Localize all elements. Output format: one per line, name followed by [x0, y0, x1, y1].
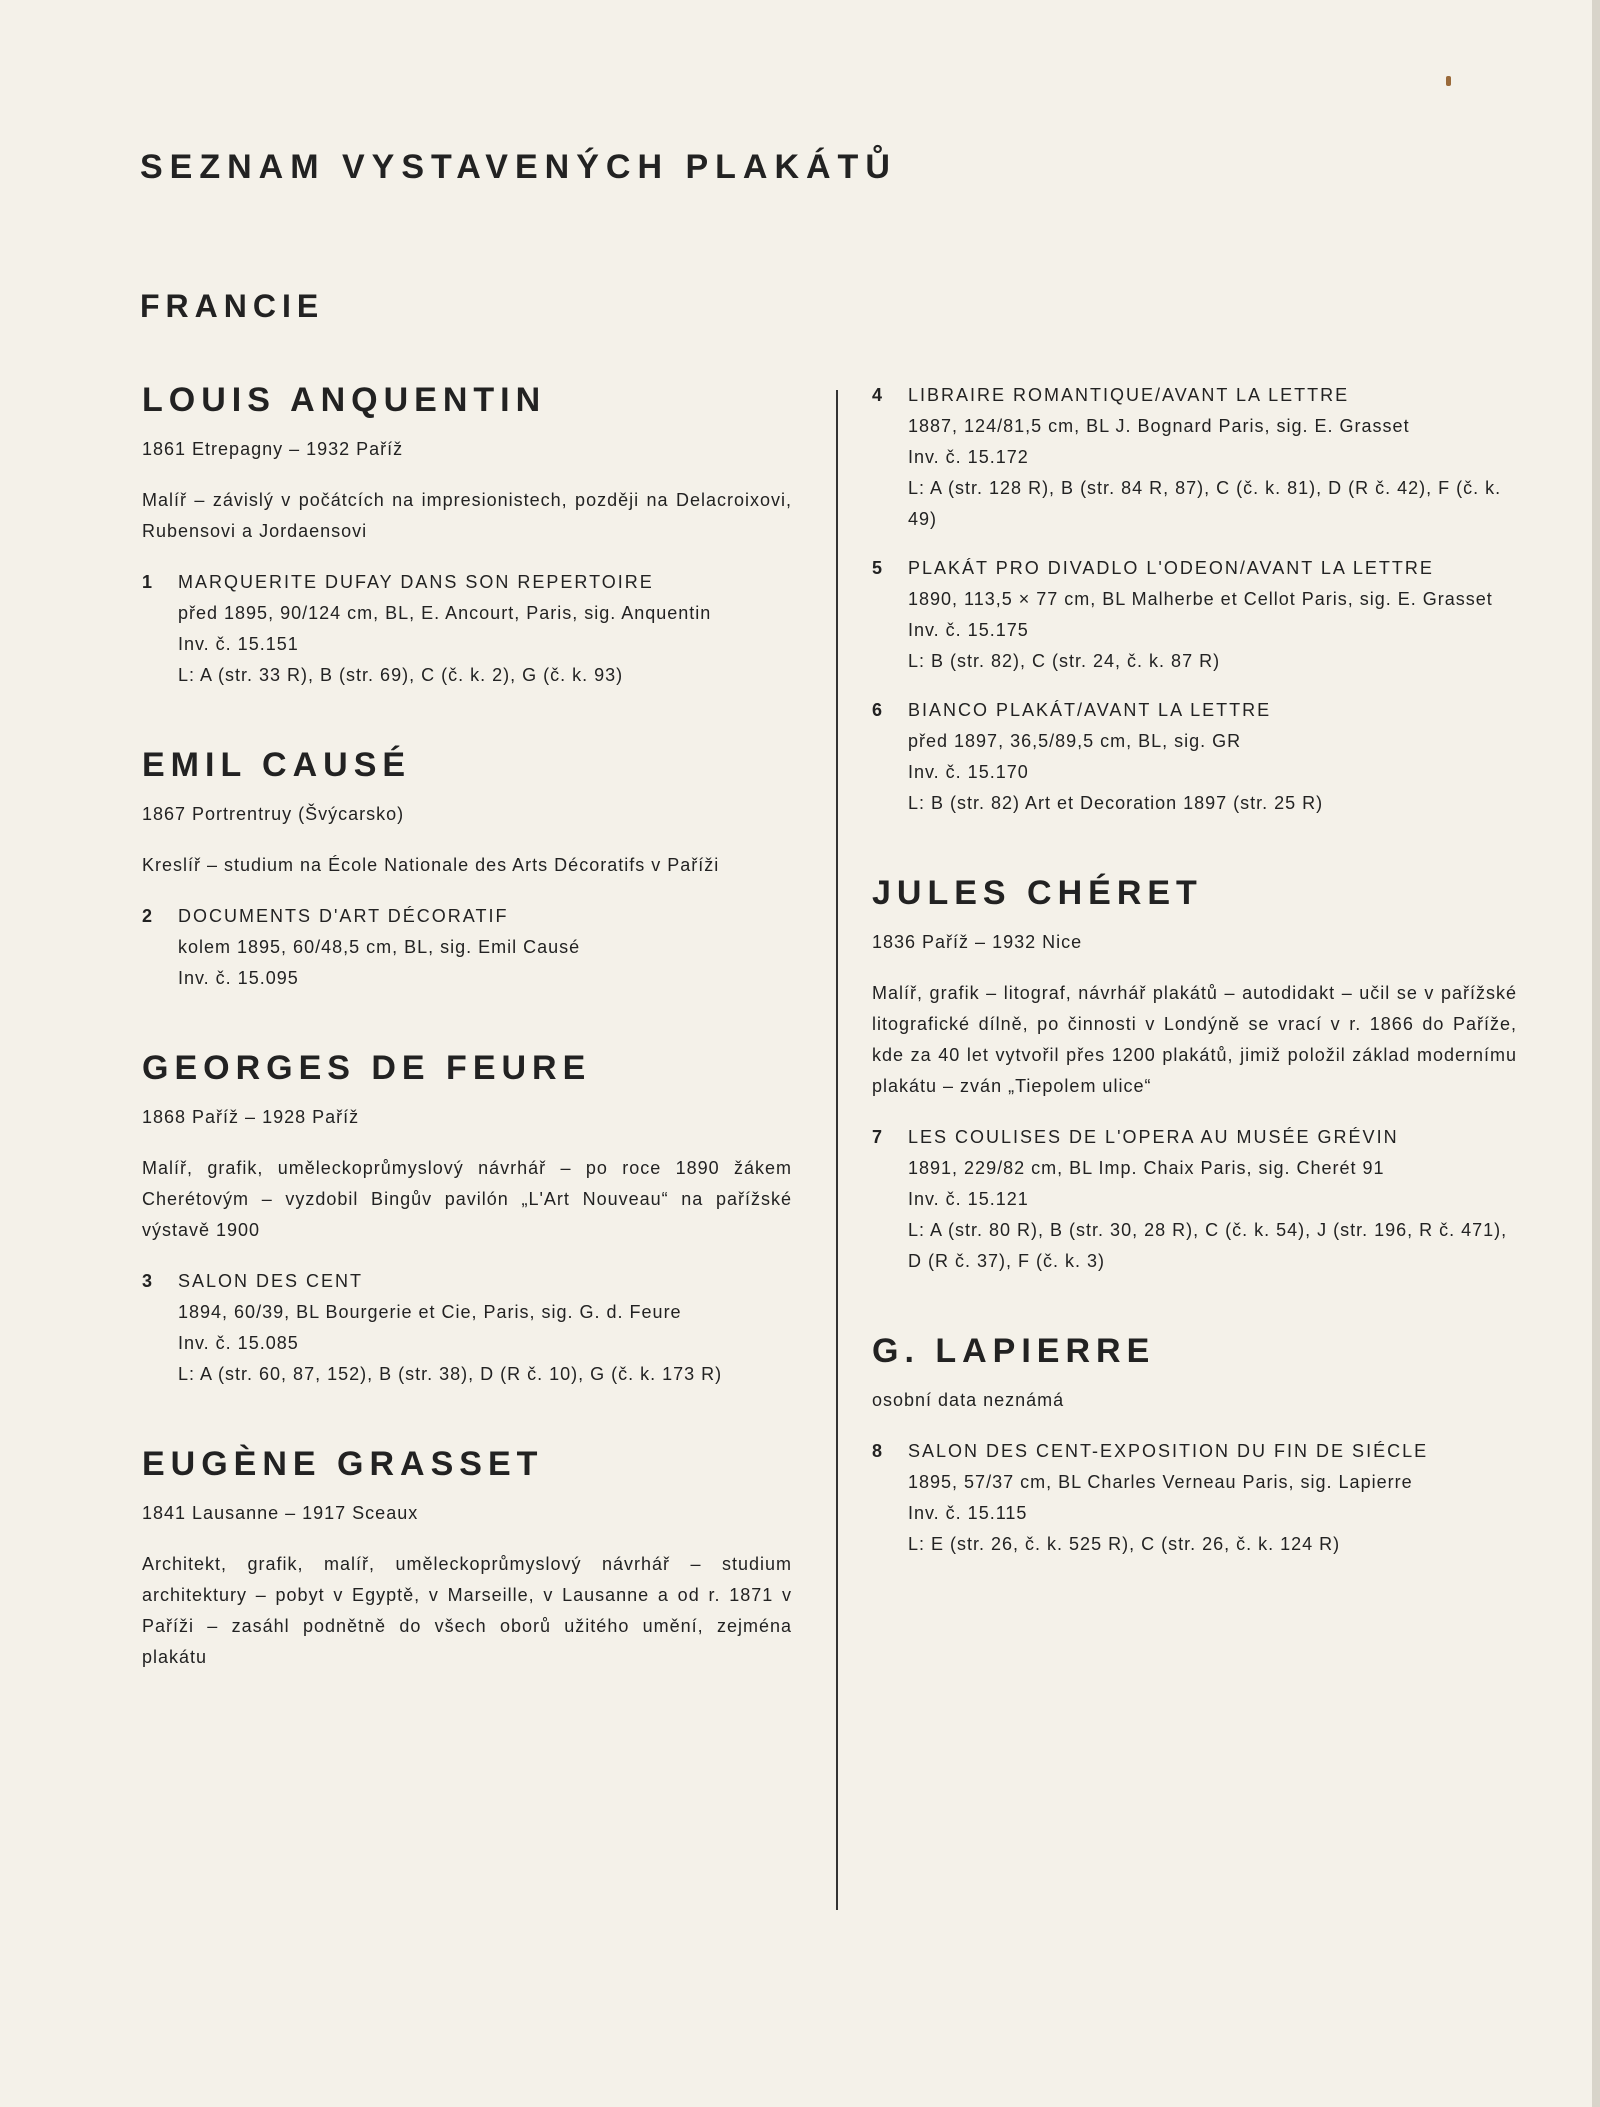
poster-detail: Inv. č. 15.085 — [178, 1333, 299, 1353]
poster-item — [142, 1266, 792, 1390]
artist-name: EUGÈNE GRASSET — [142, 1445, 544, 1483]
artist-entry — [142, 745, 792, 994]
poster-number: 4 — [872, 385, 884, 405]
poster-title: SALON DES CENT — [178, 1271, 364, 1291]
poster-detail: Inv. č. 15.170 — [908, 762, 1029, 782]
poster-detail: L: E (str. 26, č. k. 525 R), C (str. 26, č. k. 124 R) — [908, 1534, 1341, 1554]
poster-number: 3 — [142, 1271, 154, 1291]
poster-detail: L: A (str. 33 R), B (str. 69), C (č. k. 2), G (č. k. 93) — [178, 665, 624, 685]
artist-name: GEORGES DE FEURE — [142, 1049, 592, 1087]
poster-number: 5 — [872, 558, 884, 578]
artist-name: EMIL CAUSÉ — [142, 746, 412, 784]
poster-title: LIBRAIRE ROMANTIQUE/AVANT LA LETTRE — [908, 385, 1350, 405]
poster-title: PLAKÁT PRO DIVADLO L'ODEON/AVANT LA LETTRE — [908, 558, 1434, 578]
poster-detail: Inv. č. 15.095 — [178, 968, 299, 988]
poster-heading — [142, 1266, 792, 1297]
poster-item — [872, 1122, 1517, 1277]
section-heading-country: FRANCIE — [140, 288, 325, 324]
poster-detail: Inv. č. 15.115 — [908, 1503, 1028, 1523]
poster-detail: 1890, 113,5 × 77 cm, BL Malherbe et Cellot Paris, sig. E. Grasset — [908, 589, 1493, 609]
artist-dates: 1867 Portrentruy (Švýcarsko) — [142, 804, 405, 824]
poster-heading — [142, 567, 792, 598]
artist-entry — [872, 1331, 1517, 1560]
page-title: SEZNAM VYSTAVENÝCH PLAKÁTŮ — [140, 148, 897, 186]
poster-number: 8 — [872, 1441, 884, 1461]
artist-dates: osobní data neznámá — [872, 1390, 1065, 1410]
column-divider — [836, 390, 838, 1910]
poster-detail: Inv. č. 15.151 — [178, 634, 299, 654]
poster-number: 2 — [142, 906, 154, 926]
poster-detail: 1894, 60/39, BL Bourgerie et Cie, Paris, sig. G. d. Feure — [178, 1302, 682, 1322]
poster-detail: L: B (str. 82) Art et Decoration 1897 (str. 25 R) — [908, 793, 1324, 813]
poster-item — [872, 1436, 1517, 1560]
poster-item — [872, 380, 1517, 535]
poster-detail: 1895, 57/37 cm, BL Charles Verneau Paris, sig. Lapierre — [908, 1472, 1413, 1492]
poster-heading — [872, 695, 1517, 726]
poster-number: 1 — [142, 572, 154, 592]
right-column — [872, 380, 1517, 1614]
artist-name: G. LAPIERRE — [872, 1332, 1156, 1370]
artist-entry — [142, 1048, 792, 1390]
artist-dates: 1868 Paříž – 1928 Paříž — [142, 1107, 360, 1127]
poster-heading — [872, 1436, 1517, 1467]
poster-detail: před 1897, 36,5/89,5 cm, BL, sig. GR — [908, 731, 1242, 751]
artist-entry — [142, 1444, 792, 1673]
poster-title: SALON DES CENT-EXPOSITION DU FIN DE SIÉCLE — [908, 1441, 1429, 1461]
poster-detail: 1891, 229/82 cm, BL Imp. Chaix Paris, sig. Cherét 91 — [908, 1158, 1385, 1178]
poster-detail: L: B (str. 82), C (str. 24, č. k. 87 R) — [908, 651, 1221, 671]
poster-title: BIANCO PLAKÁT/AVANT LA LETTRE — [908, 700, 1272, 720]
poster-number: 6 — [872, 700, 884, 720]
poster-heading — [142, 901, 792, 932]
artist-bio: Malíř, grafik, uměleckoprůmyslový návrhář – po roce 1890 žákem Cherétovým – vyzdobil Bingův pavilón „L'Art Nouveau“ na pařížské výstavě 1900 — [142, 1158, 792, 1240]
artist-bio: Malíř – závislý v počátcích na impresionistech, později na Delacroixovi, Rubensovi a Jordaensovi — [142, 490, 792, 541]
ink-mark — [1446, 76, 1451, 86]
poster-detail: Inv. č. 15.172 — [908, 447, 1029, 467]
page-edge — [1592, 0, 1600, 2107]
poster-detail: kolem 1895, 60/48,5 cm, BL, sig. Emil Causé — [178, 937, 581, 957]
poster-number: 7 — [872, 1127, 884, 1147]
poster-heading — [872, 380, 1517, 411]
poster-detail: L: A (str. 80 R), B (str. 30, 28 R), C (č. k. 54), J (str. 196, R č. 471), D (R č. 37), F (č. k. 3) — [908, 1220, 1508, 1271]
poster-detail: před 1895, 90/124 cm, BL, E. Ancourt, Paris, sig. Anquentin — [178, 603, 712, 623]
artist-dates: 1861 Etrepagny – 1932 Paříž — [142, 439, 404, 459]
left-column — [142, 380, 792, 1727]
poster-item — [142, 901, 792, 994]
poster-item — [142, 567, 792, 691]
poster-title: MARQUERITE DUFAY DANS SON REPERTOIRE — [178, 572, 654, 592]
poster-title: DOCUMENTS D'ART DÉCORATIF — [178, 906, 509, 926]
artist-name: LOUIS ANQUENTIN — [142, 381, 547, 419]
poster-item — [872, 695, 1517, 819]
artist-bio: Malíř, grafik – litograf, návrhář plakátů – autodidakt – učil se v pařížské litografické dílně, po činnosti v Londýně se vrací v r. 1866 do Paříže, kde za 40 let vytvořil přes 1200 plakátů, jimiž položil základ modernímu plakátu – zván „Tiepolem ulice“ — [872, 983, 1517, 1096]
poster-detail: L: A (str. 128 R), B (str. 84 R, 87), C (č. k. 81), D (R č. 42), F (č. k. 49) — [908, 478, 1502, 529]
poster-detail: Inv. č. 15.175 — [908, 620, 1029, 640]
poster-heading — [872, 1122, 1517, 1153]
poster-heading — [872, 553, 1517, 584]
artist-entry — [872, 380, 1517, 819]
artist-entry — [142, 380, 792, 691]
poster-title: LES COULISES DE L'OPERA AU MUSÉE GRÉVIN — [908, 1127, 1399, 1147]
poster-detail: L: A (str. 60, 87, 152), B (str. 38), D (R č. 10), G (č. k. 173 R) — [178, 1364, 723, 1384]
artist-entry — [872, 873, 1517, 1277]
artist-bio: Kreslíř – studium na École Nationale des Arts Décoratifs v Paříži — [142, 855, 720, 875]
poster-detail: Inv. č. 15.121 — [908, 1189, 1029, 1209]
artist-name: JULES CHÉRET — [872, 874, 1203, 912]
artist-dates: 1836 Paříž – 1932 Nice — [872, 932, 1083, 952]
poster-item — [872, 553, 1517, 677]
artist-bio: Architekt, grafik, malíř, uměleckoprůmyslový návrhář – studium architektury – pobyt v Egyptě, v Marseille, v Lausanne a od r. 1871 v Paříži – zasáhl podnětně do všech oborů užitého umění, zejména plakátu — [142, 1554, 792, 1667]
poster-detail: 1887, 124/81,5 cm, BL J. Bognard Paris, sig. E. Grasset — [908, 416, 1410, 436]
artist-dates: 1841 Lausanne – 1917 Sceaux — [142, 1503, 419, 1523]
